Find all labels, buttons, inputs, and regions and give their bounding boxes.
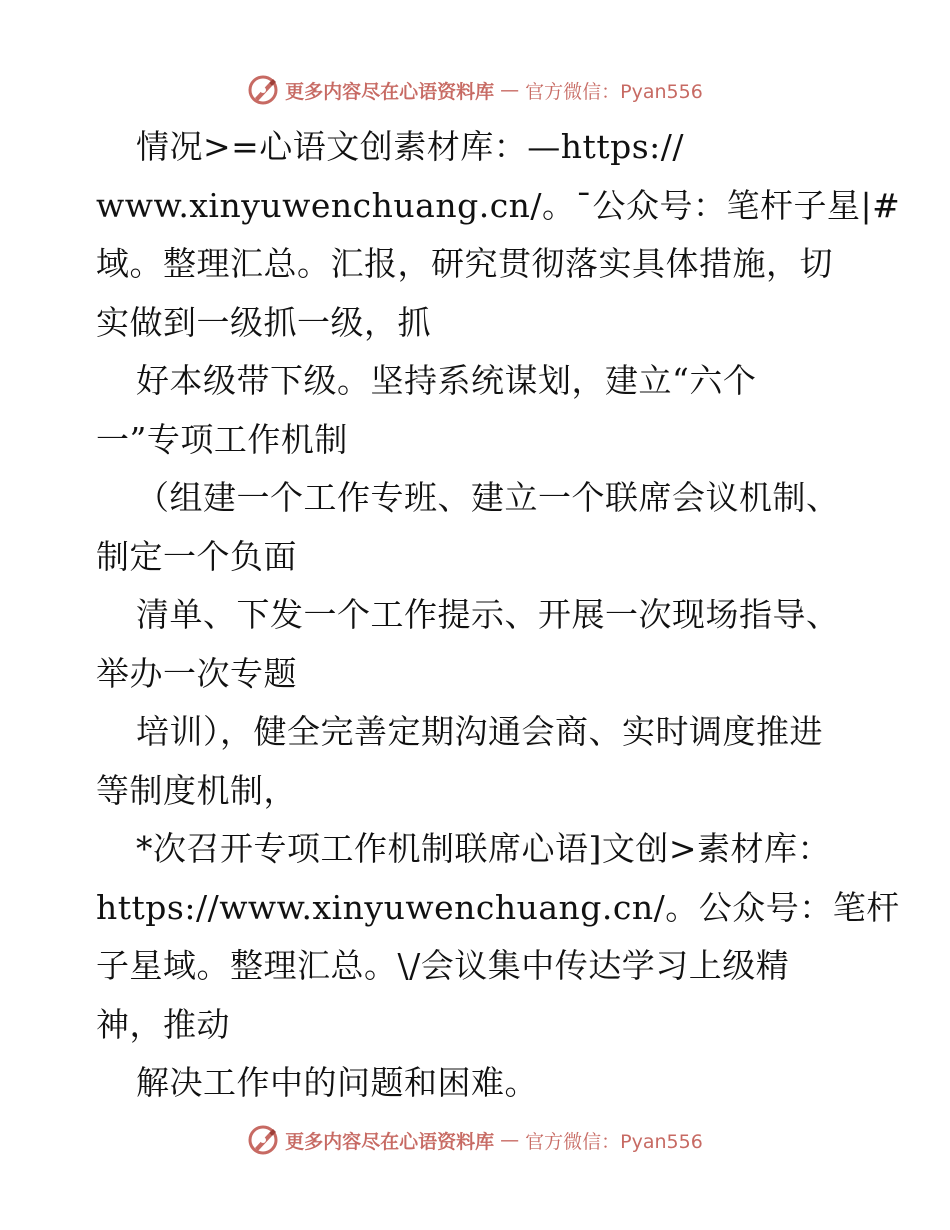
pen-circle-logo-icon (247, 74, 279, 106)
footer-banner-inner (247, 1124, 703, 1156)
header-banner-inner (247, 74, 703, 106)
pen-circle-logo-icon (247, 1124, 279, 1156)
body-line: 举办一次专题 (96, 653, 297, 693)
body-line: 解决工作中的问题和困难。 (136, 1063, 538, 1102)
body-line: 情况>=心语文创素材库：—https:// (136, 127, 684, 166)
body-line: www.xinyuwenchuang.cn/。¯公众号：笔杆子星|# (96, 185, 901, 225)
header-banner-text: 更多内容尽在心语资料库 (285, 80, 495, 103)
body-line: 一”专项工作机制 (96, 419, 348, 459)
footer-banner-dash: — (500, 1129, 520, 1151)
header-banner-wechat: 官方微信：Pyan556 (525, 80, 703, 103)
header-banner-dash: — (500, 79, 520, 101)
footer-banner-wechat: 官方微信：Pyan556 (525, 1130, 703, 1153)
header-banner (0, 70, 950, 110)
body-line: 子星域。整理汇总。\/会议集中传达学习上级精 (96, 946, 790, 985)
body-line: （组建一个工作专班、建立一个联席会议机制、 (136, 478, 840, 517)
body-line: 域。整理汇总。汇报，研究贯彻落实具体措施，切 (96, 244, 833, 283)
body-line: 等制度机制， (96, 770, 297, 810)
body-line: 神，推动 (96, 1004, 230, 1044)
body-line: 制定一个负面 (96, 536, 297, 576)
body-line: 好本级带下级。坚持系统谋划，建立“六个 (136, 361, 757, 400)
body-line: https://www.xinyuwenchuang.cn/。公众号：笔杆 (96, 887, 900, 927)
footer-banner (0, 1120, 950, 1160)
body-line: 培训），健全完善定期沟通会商、实时调度推进 (136, 712, 823, 751)
document-body (96, 118, 901, 1113)
body-line: *次召开专项工作机制联席心语]文创>素材库： (136, 829, 832, 868)
body-line: 实做到一级抓一级，抓 (96, 302, 431, 342)
footer-banner-text: 更多内容尽在心语资料库 (285, 1130, 495, 1153)
body-line: 清单、下发一个工作提示、开展一次现场指导、 (136, 595, 840, 634)
